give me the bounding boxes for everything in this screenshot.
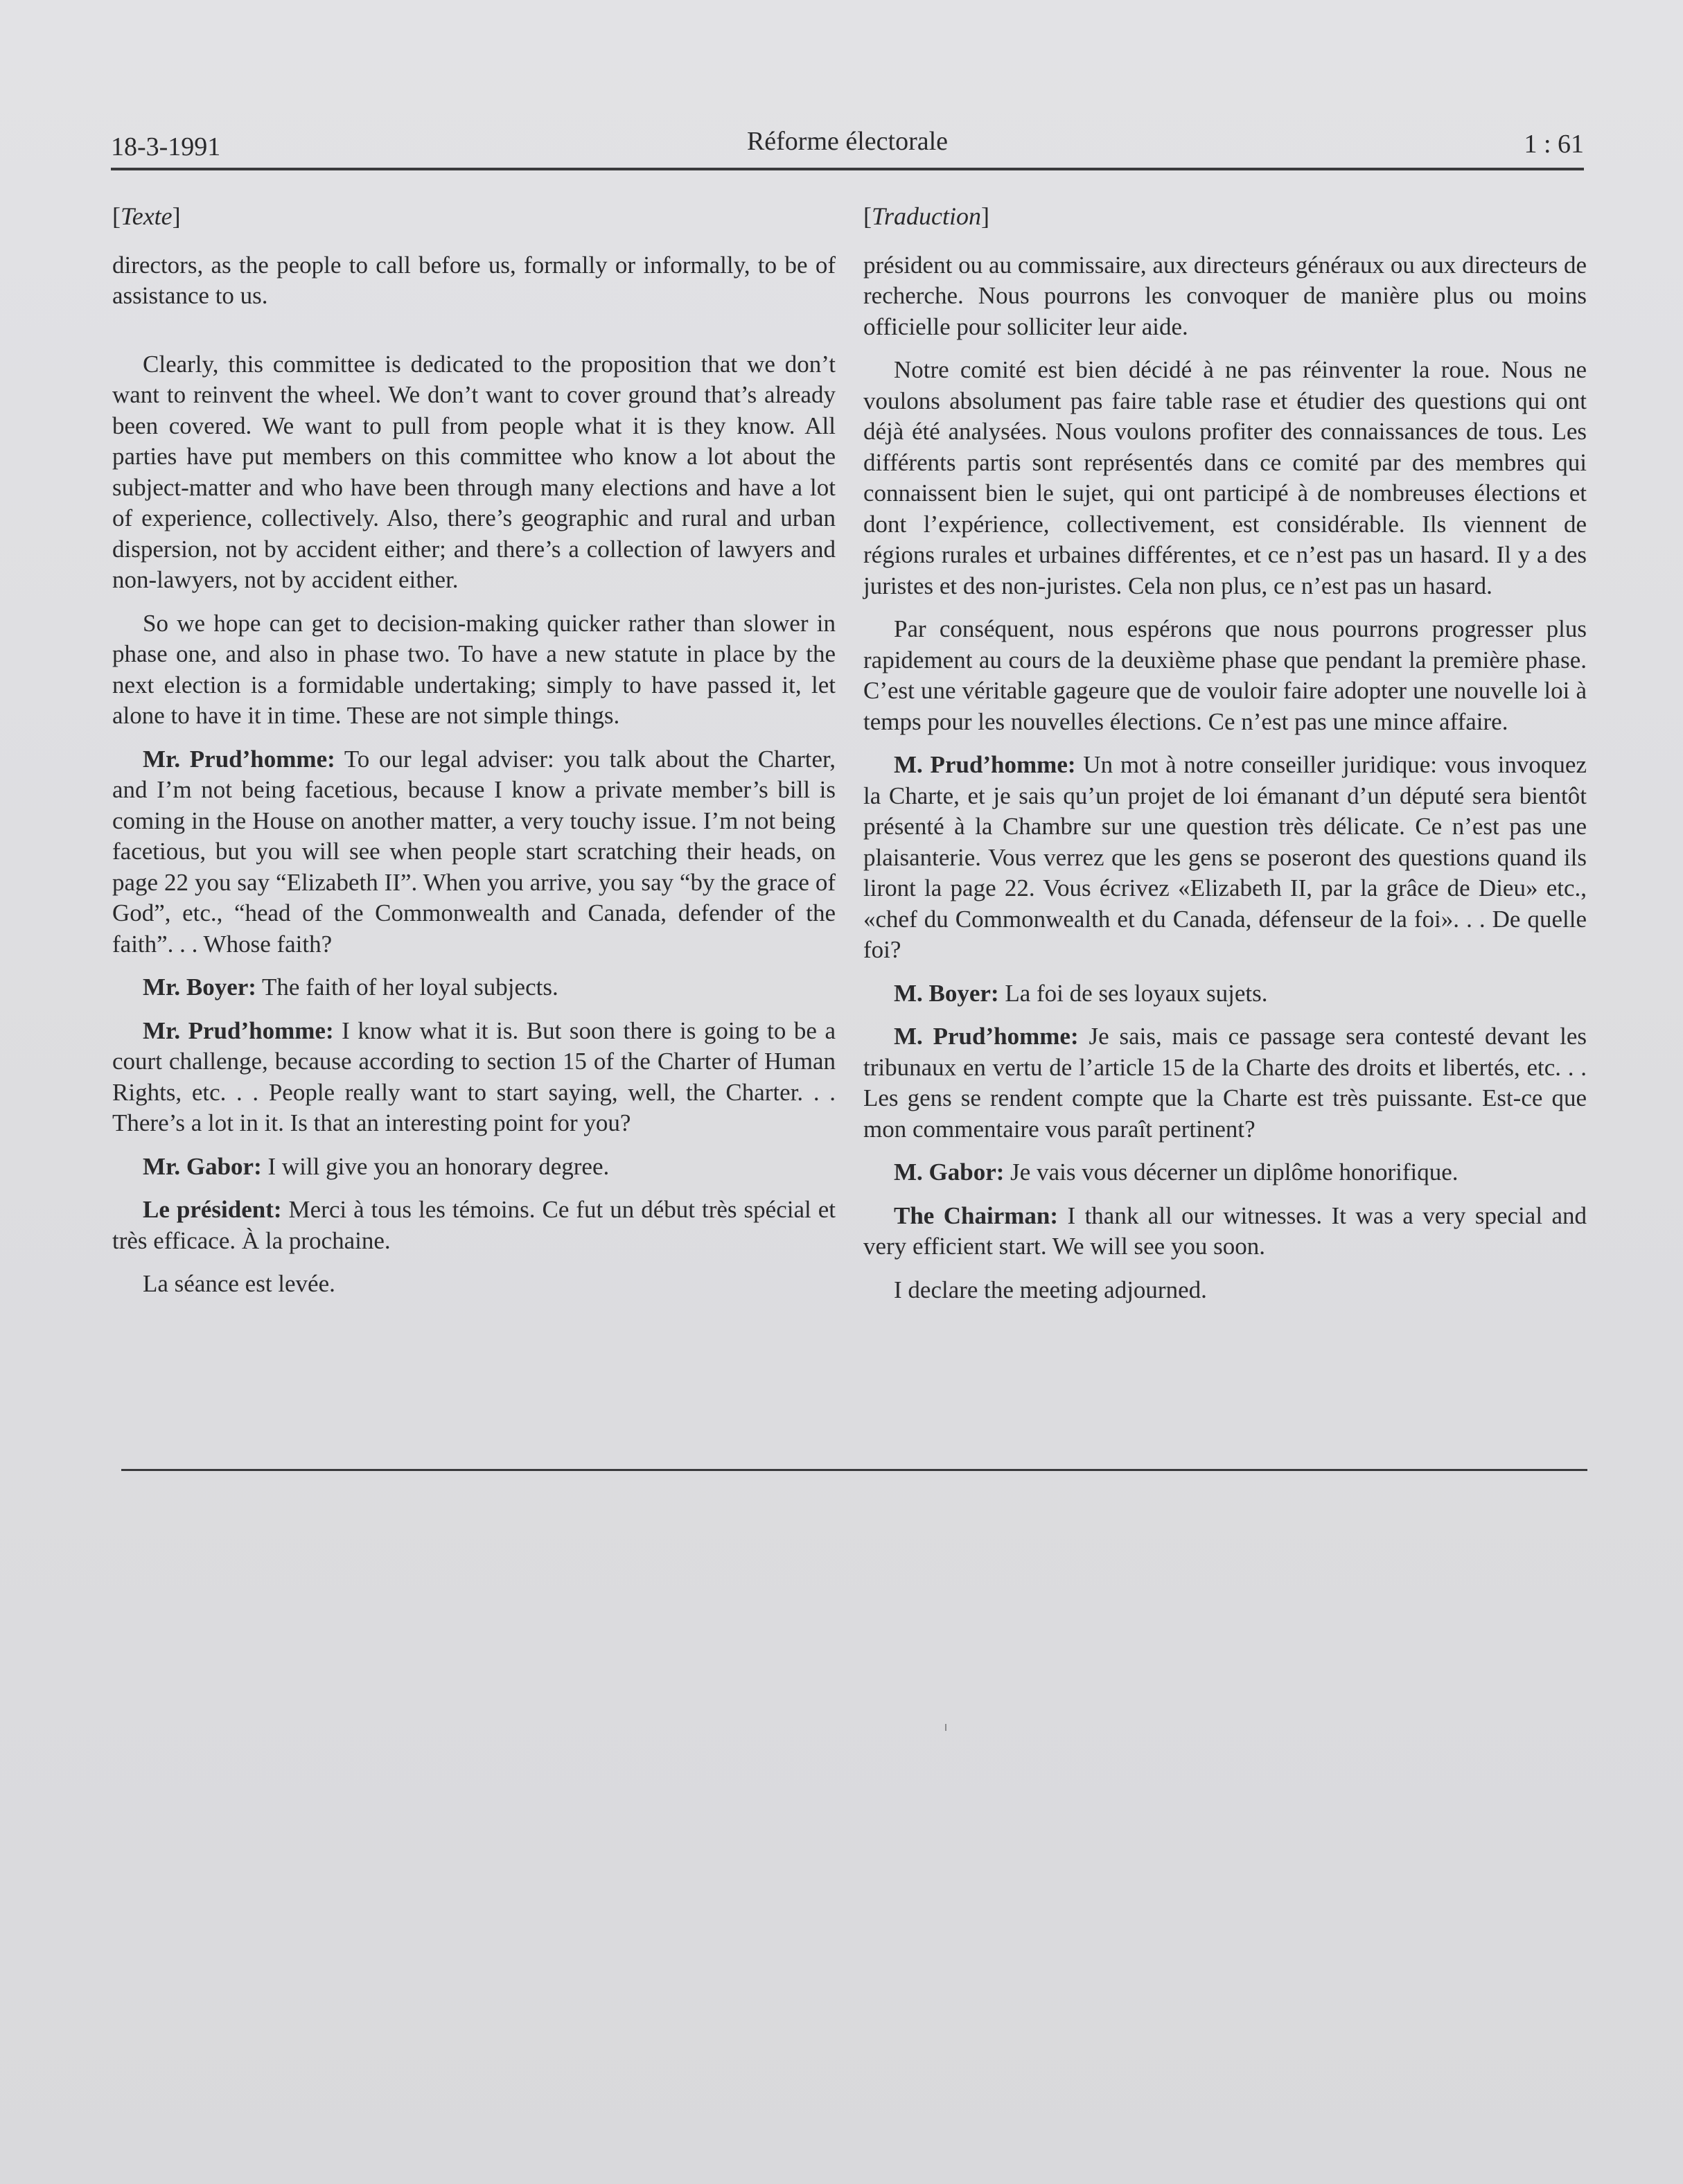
speaker-name: The Chairman: [894,1201,1059,1229]
page-header [111,118,1584,170]
speaker-paragraph [863,978,1587,1010]
speech-text: I thank all our witnesses. It was a very special and very efficient start. We will see you soon. [863,1201,1587,1260]
speaker-paragraph [112,1195,836,1256]
speaker-name: Mr. Gabor: [143,1152,262,1180]
speech-text: Merci à tous les témoins. Ce fut un début très spécial et très efficace. À la prochaine. [112,1196,836,1254]
speech-text: Je vais vous décerner un diplôme honorifique. [1004,1159,1459,1186]
left-column-label: [Texte] [112,202,181,230]
speaker-name: M. Boyer: [894,979,999,1007]
speaker-paragraph [112,744,836,960]
speaker-name: Mr. Prud’homme: [143,1016,334,1044]
speech-text: I know what it is. But soon there is going to be a court challenge, because according to section 15 of the Charter of Human Rights, etc. . . People really want to start saying, well, the Charter. . . There’s a lot in it. Is that an interesting point for you? [112,1016,836,1136]
paragraph: Clearly, this committee is dedicated to the proposition that we don’t want to reinvent the wheel. We don’t want to cover ground that’s already been covered. We want to pull from people what it is they know. All parties have put members on this committee who know a lot about the subject-matter and who have been through many elections and have a lot of experience, collectively. Also, there’s geographic and rural and urban dispersion, not by accident either; and there’s a collection of lawyers and non-lawyers, not by accident either. [112,350,836,593]
right-label-text: Traduction [872,202,982,230]
header-page-number: 1 : 61 [1524,130,1584,159]
paper-speck [945,1724,946,1731]
paragraph: So we hope can get to decision-making quicker rather than slower in phase one, and also in phase two. To have a new statute in place by the next election is a formidable undertaking; simply to have passed it, let alone to have it in time. These are not simple things. [112,609,836,729]
right-column-french [863,201,1587,1318]
paragraph: Notre comité est bien décidé à ne pas réinventer la roue. Nous ne voulons absolument pas faire table rase et étudier des questions qui ont déjà été analysées. Nous voulons profiter des connaissances de tous. Les différents partis sont représentés dans ce comité par des membres qui connaissent bien le sujet, qui ont participé à de nombreuses élections et dont l’expérience, collectivement, est considérable. Ils viennent de régions rurales et urbaines différentes, et ce n’est pas un hasard. Il y a des juristes et des non-juristes. Cela non plus, ce n’est pas un hasard. [863,356,1587,599]
paragraph: directors, as the people to call before us, formally or informally, to be of assistance to us. [112,251,836,309]
speaker-paragraph [863,1021,1587,1145]
speech-text: Un mot à notre conseiller juridique: vous invoquez la Charte, et je sais qu’un projet de loi émanant d’un député sera bientôt présenté à la Chambre sur une question très délicate. Ce n’est pas une plaisanterie. Vous verrez que les gens se poseront des questions quand ils liront la page 22. Vous écrivez «Elizabeth II, par la grâce de Dieu» etc., «chef du Commonwealth et du Canada, défenseur de la foi». . . De quelle foi? [863,751,1587,963]
paragraph: Par conséquent, nous espérons que nous pourrons progresser plus rapidement au cours de la deuxième phase que pendant la première phase. C’est une véritable gageure que de vouloir faire adopter une nouvelle loi à temps pour les nouvelles élections. Ce n’est pas une mince affaire. [863,615,1587,735]
speech-text: To our legal adviser: you talk about the Charter, and I’m not being facetious, because I know a private member’s bill is coming in the House on another matter, a very touchy issue. I’m not being facetious, but you will see when people start scratching their heads, on page 22 you say “Elizabeth II”. When you arrive, you say “by the grace of God”, etc., “head of the Commonwealth and Canada, defender of the faith”. . . Whose faith? [112,745,836,958]
speaker-paragraph [863,750,1587,966]
speech-text: La foi de ses loyaux sujets. [998,979,1268,1007]
speaker-name: M. Prud’homme: [894,1023,1079,1050]
speaker-paragraph [863,1157,1587,1188]
left-label-text: Texte [121,202,173,230]
speaker-name: M. Gabor: [894,1159,1005,1186]
speaker-name: Mr. Prud’homme: [143,745,335,773]
speaker-paragraph [112,972,836,1003]
header-title: Réforme électorale [746,127,949,156]
speaker-paragraph [112,1016,836,1139]
speech-text: I will give you an honorary degree. [261,1152,610,1180]
left-column-english [112,201,836,1312]
right-column-label: [Traduction] [863,202,990,230]
speaker-name: Mr. Boyer: [143,974,256,1001]
speaker-paragraph [112,1152,836,1183]
header-date: 18-3-1991 [111,132,221,161]
speaker-name: M. Prud’homme: [894,751,1076,778]
speech-text: Je sais, mais ce passage sera contesté devant les tribunaux en vertu de l’article 15 de la Charte des droits et libertés, etc. . . Les gens se rendent compte que la Charte est très puissante. Est-ce que mon commentaire vous paraît pertinent? [863,1023,1587,1143]
bottom-rule [121,1469,1587,1471]
paragraph: La séance est levée. [143,1270,335,1297]
speaker-name: Le président: [143,1196,282,1223]
paragraph: président ou au commissaire, aux directeurs généraux ou aux directeurs de recherche. Nous pourrons les convoquer de manière plus ou moins officielle pour solliciter leur aide. [863,251,1587,340]
paragraph: I declare the meeting adjourned. [894,1276,1207,1303]
speaker-paragraph [863,1201,1587,1262]
speech-text: The faith of her loyal subjects. [256,974,558,1001]
